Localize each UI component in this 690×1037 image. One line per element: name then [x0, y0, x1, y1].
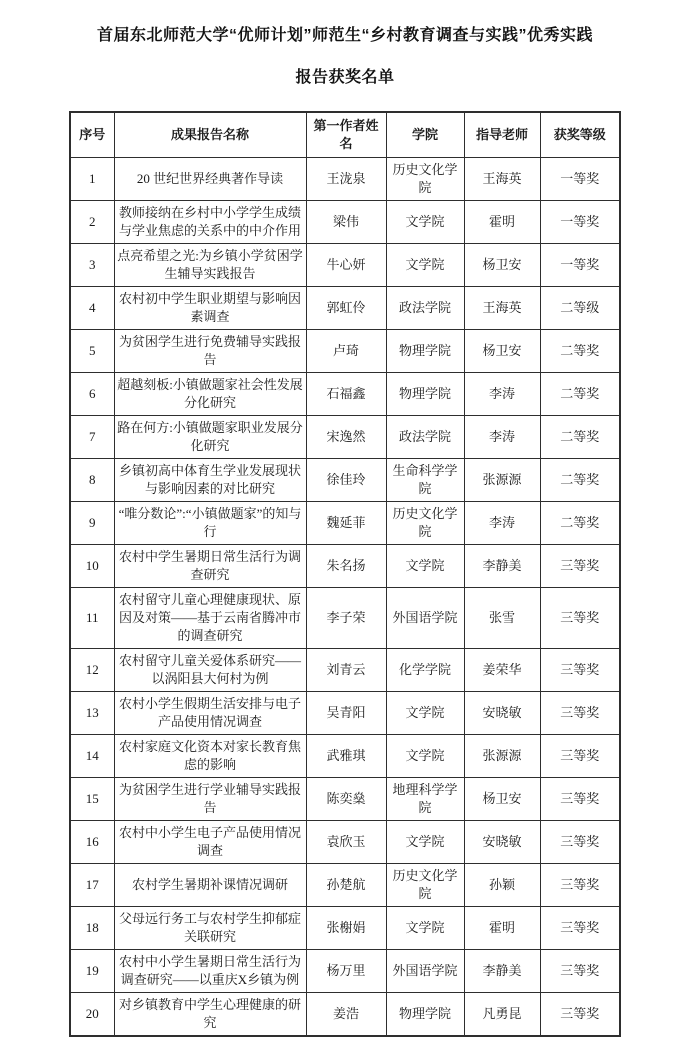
cell-no: 6	[70, 373, 114, 416]
cell-college: 文学院	[386, 735, 464, 778]
cell-no: 11	[70, 588, 114, 649]
document-title	[0, 26, 690, 88]
cell-no: 18	[70, 907, 114, 950]
cell-award: 二等奖	[540, 459, 620, 502]
cell-author: 牛心妍	[306, 244, 386, 287]
cell-no: 20	[70, 993, 114, 1037]
awards-table-header	[70, 112, 620, 158]
cell-advisor: 张源源	[464, 459, 540, 502]
cell-college: 历史文化学院	[386, 502, 464, 545]
cell-no: 3	[70, 244, 114, 287]
cell-title: 农村小学生假期生活安排与电子产品使用情况调查	[114, 692, 306, 735]
cell-award: 二等奖	[540, 416, 620, 459]
table-row	[70, 330, 620, 373]
table-row	[70, 649, 620, 692]
cell-no: 8	[70, 459, 114, 502]
cell-award: 三等奖	[540, 588, 620, 649]
cell-title: 农村中小学生暑期日常生活行为调查研究——以重庆X乡镇为例	[114, 950, 306, 993]
cell-college: 物理学院	[386, 373, 464, 416]
table-row	[70, 907, 620, 950]
cell-award: 三等奖	[540, 545, 620, 588]
cell-author: 卢琦	[306, 330, 386, 373]
header-cell-title: 成果报告名称	[114, 112, 306, 158]
awards-table	[69, 111, 621, 1037]
cell-college: 文学院	[386, 907, 464, 950]
cell-award: 三等奖	[540, 778, 620, 821]
cell-advisor: 凡勇昆	[464, 993, 540, 1037]
cell-college: 文学院	[386, 692, 464, 735]
cell-author: 朱名扬	[306, 545, 386, 588]
cell-title: 乡镇初高中体育生学业发展现状与影响因素的对比研究	[114, 459, 306, 502]
cell-no: 1	[70, 158, 114, 201]
cell-title: 为贫困学生进行免费辅导实践报告	[114, 330, 306, 373]
cell-advisor: 孙颖	[464, 864, 540, 907]
cell-author: 李子荣	[306, 588, 386, 649]
cell-author: 姜浩	[306, 993, 386, 1037]
cell-no: 17	[70, 864, 114, 907]
cell-award: 三等奖	[540, 950, 620, 993]
cell-award: 三等奖	[540, 907, 620, 950]
cell-college: 文学院	[386, 244, 464, 287]
cell-no: 14	[70, 735, 114, 778]
cell-advisor: 李涛	[464, 373, 540, 416]
cell-college: 外国语学院	[386, 950, 464, 993]
cell-award: 一等奖	[540, 201, 620, 244]
table-row	[70, 373, 620, 416]
header-cell-college: 学院	[386, 112, 464, 158]
cell-title: 路在何方:小镇做题家职业发展分化研究	[114, 416, 306, 459]
header-cell-award: 获奖等级	[540, 112, 620, 158]
cell-no: 19	[70, 950, 114, 993]
cell-no: 9	[70, 502, 114, 545]
header-cell-advisor: 指导老师	[464, 112, 540, 158]
cell-college: 地理科学学院	[386, 778, 464, 821]
cell-no: 15	[70, 778, 114, 821]
cell-author: 梁伟	[306, 201, 386, 244]
cell-author: 徐佳玲	[306, 459, 386, 502]
table-row	[70, 821, 620, 864]
cell-author: 石福鑫	[306, 373, 386, 416]
cell-title: 超越刻板:小镇做题家社会性发展分化研究	[114, 373, 306, 416]
cell-award: 二等级	[540, 287, 620, 330]
cell-college: 物理学院	[386, 330, 464, 373]
cell-award: 二等奖	[540, 373, 620, 416]
cell-advisor: 霍明	[464, 201, 540, 244]
cell-author: 杨万里	[306, 950, 386, 993]
table-row	[70, 692, 620, 735]
cell-college: 文学院	[386, 201, 464, 244]
table-row	[70, 588, 620, 649]
cell-college: 物理学院	[386, 993, 464, 1037]
cell-college: 文学院	[386, 545, 464, 588]
document-title-line-1: 首届东北师范大学“优师计划”师范生“乡村教育调查与实践”优秀实践	[96, 27, 593, 44]
header-row	[70, 112, 620, 158]
cell-advisor: 安晓敏	[464, 821, 540, 864]
table-row	[70, 459, 620, 502]
cell-author: 孙楚航	[306, 864, 386, 907]
cell-advisor: 杨卫安	[464, 778, 540, 821]
cell-award: 三等奖	[540, 735, 620, 778]
cell-college: 生命科学学院	[386, 459, 464, 502]
table-row	[70, 158, 620, 201]
cell-no: 4	[70, 287, 114, 330]
cell-award: 一等奖	[540, 158, 620, 201]
cell-author: 王泷泉	[306, 158, 386, 201]
table-row	[70, 416, 620, 459]
cell-title: 点亮希望之光:为乡镇小学贫困学生辅导实践报告	[114, 244, 306, 287]
cell-advisor: 李涛	[464, 416, 540, 459]
cell-no: 7	[70, 416, 114, 459]
header-cell-author: 第一作者姓名	[306, 112, 386, 158]
cell-title: 农村中小学生电子产品使用情况调查	[114, 821, 306, 864]
cell-award: 二等奖	[540, 502, 620, 545]
cell-title: 农村学生暑期补课情况调研	[114, 864, 306, 907]
cell-author: 宋逸然	[306, 416, 386, 459]
table-row	[70, 502, 620, 545]
cell-no: 13	[70, 692, 114, 735]
cell-advisor: 杨卫安	[464, 244, 540, 287]
cell-title: 农村留守儿童心理健康现状、原因及对策——基于云南省腾冲市的调查研究	[114, 588, 306, 649]
cell-author: 刘青云	[306, 649, 386, 692]
cell-author: 陈奕燊	[306, 778, 386, 821]
cell-advisor: 姜荣华	[464, 649, 540, 692]
cell-award: 三等奖	[540, 649, 620, 692]
cell-title: “唯分数论”:“小镇做题家”的知与行	[114, 502, 306, 545]
header-cell-no: 序号	[70, 112, 114, 158]
cell-award: 二等奖	[540, 330, 620, 373]
cell-award: 三等奖	[540, 692, 620, 735]
cell-college: 外国语学院	[386, 588, 464, 649]
table-row	[70, 287, 620, 330]
cell-author: 魏延菲	[306, 502, 386, 545]
awards-table-body	[70, 158, 620, 1037]
cell-college: 历史文化学院	[386, 158, 464, 201]
table-row	[70, 201, 620, 244]
cell-award: 三等奖	[540, 864, 620, 907]
table-row	[70, 864, 620, 907]
cell-advisor: 杨卫安	[464, 330, 540, 373]
cell-title: 教师接纳在乡村中小学学生成绩与学业焦虑的关系中的中介作用	[114, 201, 306, 244]
cell-college: 化学学院	[386, 649, 464, 692]
cell-title: 20 世纪世界经典著作导读	[114, 158, 306, 201]
cell-author: 张榭娟	[306, 907, 386, 950]
table-row	[70, 778, 620, 821]
cell-advisor: 王海英	[464, 158, 540, 201]
cell-author: 袁欣玉	[306, 821, 386, 864]
cell-award: 一等奖	[540, 244, 620, 287]
cell-advisor: 张源源	[464, 735, 540, 778]
cell-title: 父母远行务工与农村学生抑郁症关联研究	[114, 907, 306, 950]
cell-title: 农村家庭文化资本对家长教育焦虑的影响	[114, 735, 306, 778]
cell-no: 10	[70, 545, 114, 588]
cell-title: 对乡镇教育中学生心理健康的研究	[114, 993, 306, 1037]
cell-award: 三等奖	[540, 821, 620, 864]
cell-advisor: 王海英	[464, 287, 540, 330]
cell-author: 吴青阳	[306, 692, 386, 735]
cell-title: 农村留守儿童关爱体系研究——以涡阳县大何村为例	[114, 649, 306, 692]
cell-college: 文学院	[386, 821, 464, 864]
cell-no: 12	[70, 649, 114, 692]
cell-college: 政法学院	[386, 287, 464, 330]
table-row	[70, 950, 620, 993]
document-title-line-2: 报告获奖名单	[295, 69, 395, 86]
table-row	[70, 735, 620, 778]
cell-college: 政法学院	[386, 416, 464, 459]
cell-advisor: 李涛	[464, 502, 540, 545]
table-row	[70, 244, 620, 287]
cell-college: 历史文化学院	[386, 864, 464, 907]
cell-no: 2	[70, 201, 114, 244]
cell-author: 武雅琪	[306, 735, 386, 778]
cell-advisor: 安晓敏	[464, 692, 540, 735]
cell-title: 农村初中学生职业期望与影响因素调查	[114, 287, 306, 330]
cell-advisor: 李静美	[464, 950, 540, 993]
cell-title: 为贫困学生进行学业辅导实践报告	[114, 778, 306, 821]
table-row	[70, 993, 620, 1037]
cell-title: 农村中学生暑期日常生活行为调查研究	[114, 545, 306, 588]
cell-advisor: 李静美	[464, 545, 540, 588]
cell-advisor: 霍明	[464, 907, 540, 950]
cell-advisor: 张雪	[464, 588, 540, 649]
cell-no: 16	[70, 821, 114, 864]
cell-award: 三等奖	[540, 993, 620, 1037]
cell-author: 郭虹伶	[306, 287, 386, 330]
cell-no: 5	[70, 330, 114, 373]
table-row	[70, 545, 620, 588]
